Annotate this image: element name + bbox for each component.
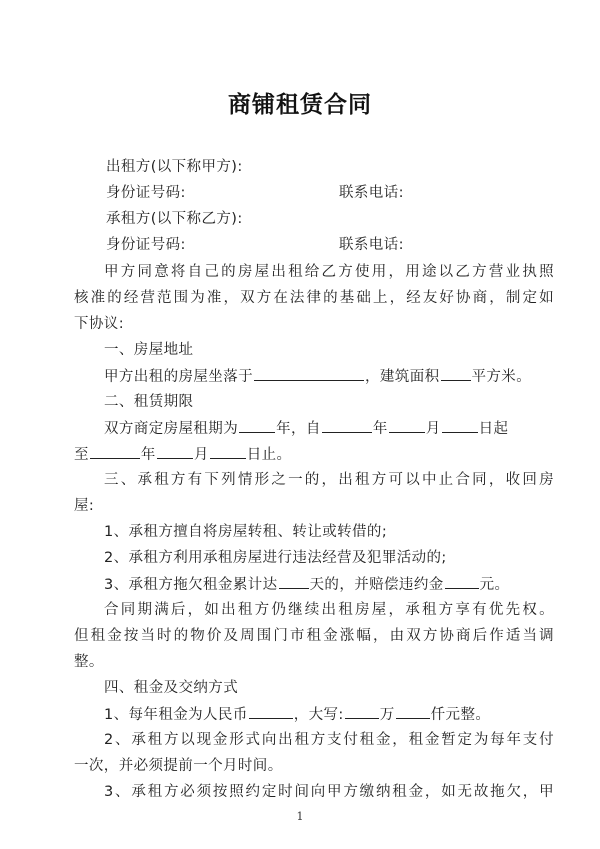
section-4-item-1 (104, 704, 584, 725)
address-blank[interactable] (254, 366, 364, 381)
renewal-line-1: 合同期满后，如出租方仍继续出租房屋，承租方享有优先权。 (104, 602, 554, 618)
document-title: 商铺租赁合同 (228, 92, 372, 118)
term-years-blank[interactable] (239, 418, 275, 433)
arrears-days-blank[interactable] (279, 574, 309, 589)
lessee-id-label: 身份证号码: (106, 237, 186, 253)
section-3-line-1: 三、承租方有下列情形之一的，出租方可以中止合同，收回房 (104, 472, 554, 488)
section-2-heading: 二、租赁期限 (104, 394, 194, 410)
section-3-item-2: 2、承租方利用承租房屋进行违法经营及犯罪活动的; (104, 550, 447, 566)
start-month-label: 月 (425, 421, 441, 437)
lessor-phone-label: 联系电话: (339, 185, 404, 201)
lessor-label: 出租方(以下称甲方): (106, 159, 243, 175)
section-3-line-2: 屋: (74, 498, 95, 514)
end-year-label: 年 (140, 447, 156, 463)
start-year-blank[interactable] (322, 418, 372, 433)
section-2-end-line (74, 444, 554, 465)
start-year-label: 年 (372, 421, 388, 437)
lessee-line (106, 209, 586, 229)
end-month-blank[interactable] (157, 444, 193, 459)
area-blank[interactable] (441, 366, 471, 381)
term-label: 双方商定房屋租期为 (104, 421, 239, 437)
end-year-blank[interactable] (90, 444, 140, 459)
end-day-blank[interactable] (210, 444, 246, 459)
area-label: ，建筑面积 (365, 369, 440, 385)
renewal-line-2: 但租金按当时的物价及周围门市租金涨幅，由双方协商后作适当调 (74, 628, 554, 644)
rent-qian-blank[interactable] (396, 704, 430, 719)
lessee-label: 承租方(以下称乙方): (106, 211, 243, 227)
start-day-label: 日起 (478, 421, 509, 437)
lessor-line (106, 157, 586, 177)
section-1-address-line (104, 366, 584, 387)
rent-label: 1、每年租金为人民币 (104, 707, 248, 723)
lessee-id-line (106, 235, 586, 255)
intro-line-1: 甲方同意将自己的房屋出租给乙方使用，用途以乙方营业执照 (104, 264, 554, 280)
term-from-label: 年，自 (276, 421, 321, 437)
penalty-unit: 元。 (479, 577, 510, 593)
penalty-amount-blank[interactable] (445, 574, 479, 589)
renewal-line-3: 整。 (74, 654, 104, 670)
penalty-label: 天的，并赔偿违约金 (309, 577, 444, 593)
term-to-label: 至 (74, 447, 89, 463)
lessor-id-label: 身份证号码: (106, 185, 186, 201)
lessor-id-line (106, 183, 586, 203)
address-label: 甲方出租的房屋坐落于 (104, 369, 253, 385)
area-unit: 平方米。 (471, 369, 532, 385)
end-day-label: 日止。 (246, 447, 292, 463)
section-4-heading: 四、租金及交纳方式 (104, 680, 239, 696)
section-4-item-3: 3、承租方必须按照约定时间向甲方缴纳租金，如无故拖欠，甲 (104, 784, 554, 800)
start-day-blank[interactable] (442, 418, 478, 433)
section-3-item-3 (104, 574, 584, 595)
arrears-label: 3、承租方拖欠租金累计达 (104, 577, 278, 593)
section-3-item-1: 1、承租方擅自将房屋转租、转让或转借的; (104, 524, 388, 540)
intro-line-3: 下协议: (74, 316, 124, 332)
qian-label: 仟元整。 (430, 707, 491, 723)
section-1-heading: 一、房屋地址 (104, 342, 194, 358)
start-month-blank[interactable] (389, 418, 425, 433)
lessee-phone-label: 联系电话: (339, 237, 404, 253)
rent-wan-blank[interactable] (345, 704, 379, 719)
page-number: 1 (296, 810, 304, 823)
rent-words-label: ，大写: (293, 707, 344, 723)
rent-amount-blank[interactable] (249, 704, 293, 719)
end-month-label: 月 (193, 447, 209, 463)
section-2-term-line (104, 418, 584, 439)
section-4-item-2-line-1: 2、承租方以现金形式向出租方支付租金，租金暂定为每年支付 (104, 732, 554, 748)
section-4-item-2-line-2: 一次，并必须提前一个月时间。 (74, 758, 283, 774)
wan-label: 万 (379, 707, 395, 723)
intro-line-2: 核准的经营范围为准，双方在法律的基础上，经友好协商，制定如 (74, 290, 554, 306)
